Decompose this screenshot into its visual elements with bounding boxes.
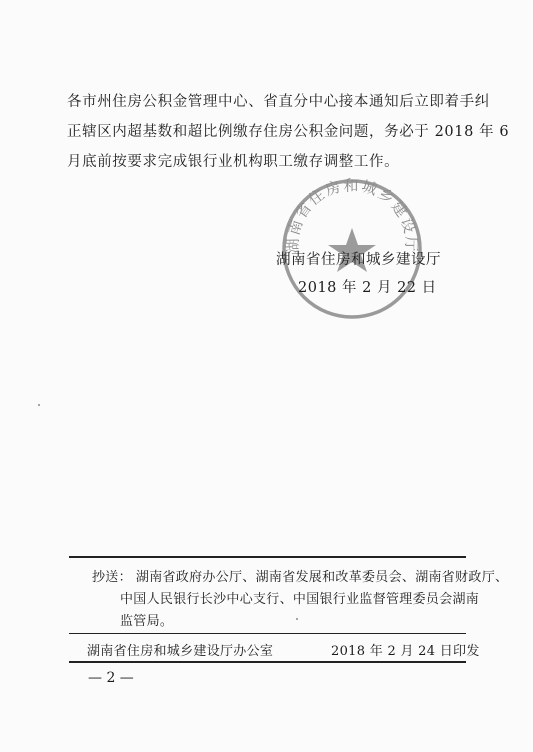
cc-recipients-1: 湖南省政府办公厅、湖南省发展和改革委员会、湖南省财政厅、 — [135, 570, 509, 585]
body-text-line-1: 各市州住房公积金管理中心、省直分中心接本通知后立即着手纠 — [67, 94, 490, 110]
seal-text: 湖南省住房和城乡建设厅 — [283, 176, 421, 254]
scan-speck — [296, 618, 298, 620]
cc-recipients-2: 中国人民银行长沙中心支行、中国银行业监督管理委员会湖南 — [120, 592, 480, 607]
footer-top-rule — [69, 556, 466, 558]
cc-recipients-3: 监管局。 — [120, 614, 174, 629]
cc-line-1 — [92, 566, 508, 585]
body-text-line-2: 正辖区内超基数和超比例缴存住房公积金问题，务必于 2018 年 6 — [67, 124, 510, 140]
body-text-line-3: 月底前按要求完成银行业机构职工缴存调整工作。 — [67, 154, 400, 170]
scan-speck — [38, 404, 40, 406]
signature-organization: 湖南省住房和城乡建设厅 — [276, 252, 441, 268]
cc-label: 抄送： — [92, 570, 132, 585]
signature-date: 2018 年 2 月 22 日 — [298, 280, 437, 296]
page-number: — 2 — — [88, 670, 134, 686]
issuing-office: 湖南省住房和城乡建设厅办公室 — [87, 644, 274, 659]
footer-bottom-rule — [69, 661, 466, 663]
print-date: 2018 年 2 月 24 日印发 — [331, 644, 480, 659]
footer-middle-rule — [69, 633, 466, 634]
